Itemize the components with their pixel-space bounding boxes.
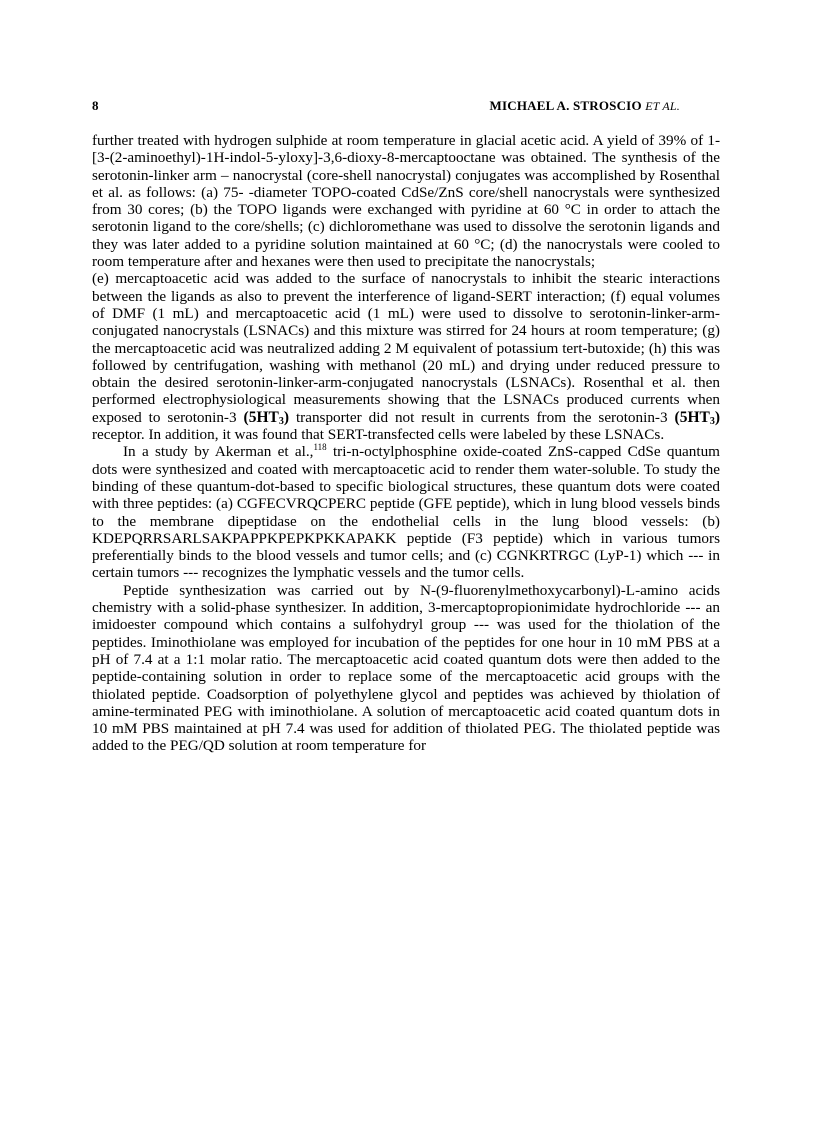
running-head-author: MICHAEL A. STROSCIO <box>489 98 642 113</box>
paragraph-4: Peptide synthesization was carried out by N-(9-fluorenylmethoxycarbonyl)-L-amino acids chemistry with a solid-phase synthesizer. In addition, 3-mercaptopropionimidate hydrochloride --- an imidoester compound which contains a sulfohydryl group --- was used for the thiolation of the peptides. Iminothiolane was employed for incubation of the peptides for one hour in 10 mM PBS at a pH of 7.4 at a 1:1 molar ratio. The mercaptoacetic acid coated quantum dots were then added to the peptide-containing solution in order to replace some of the mercaptoacetic acid groups with the thiolated peptide. Coadsorption of polyethylene glycol and peptides was achieved by thiolation of amine-terminated PEG with iminothiolane. A solution of mercaptoacetic acid coated quantum dots in 10 mM PBS maintained at pH 7.4 was used for addition of thiolated PEG. The thiolated peptide was added to the PEG/QD solution at room temperature for <box>92 581 720 755</box>
document-page <box>92 98 720 755</box>
paragraph-2-part-b: transporter did not result in currents from the serotonin-3 <box>295 408 668 426</box>
paragraph-2-part-a: (e) mercaptoacetic acid was added to the surface of nanocrystals to inhibit the stearic interactions between the ligands as also to prevent the interference of ligand-SERT interaction; (f) equal volumes of DMF (1 mL) and mercaptoacetic acid (1 mL) were used to dissolve to serotonin-linker-arm-conjugated nanocrystals (LSNACs) and this mixture was stirred for 24 hours at room temperature; (g) the mercaptoacetic acid was neutralized adding 2 M equivalent of potassium tert-butoxide; (h) this was followed by centrifugation, washing with methanol (20 mL) and drying under reduced pressure to obtain the desired serotonin-linker-arm-conjugated nanocrystals (LSNACs). Rosenthal et al. then performed electrophysiological measurements showing that the LSNACs produced currents when exposed to serotonin-3 <box>92 270 720 426</box>
5ht3-label: $(5HT_3)$ <box>243 408 290 427</box>
body-text <box>92 132 720 755</box>
page-header <box>92 98 720 116</box>
paragraph-2-part-c: receptor. In addition, it was found that SERT-transfected cells were labeled by these LSNACs. <box>92 426 665 444</box>
paragraph-2 <box>92 270 720 443</box>
5ht3-label-2-subscript: 3 <box>709 415 715 427</box>
paragraph-3-part-a: In a study by Akerman et al., <box>123 443 314 461</box>
5ht3-label-2: $(5HT_3)$ <box>674 408 721 427</box>
5ht3-label-text: 5HT <box>248 408 279 426</box>
paragraph-3 <box>92 443 720 581</box>
paragraph-1: further treated with hydrogen sulphide at room temperature in glacial acetic acid. A yield of 39% of 1-[3-(2-aminoethyl)-1H-indol-5-yloxy]-3,6-dioxy-8-mercaptooctane was obtained. The synthesis of the serotonin-linker arm – nanocrystal (core-shell nanocrystal) conjugates was accomplished by Rosenthal et al. as follows: (a) 75- -diameter TOPO-coated CdSe/ZnS core/shell nanocrystals were synthesized from 30 cores; (b) the TOPO ligands were exchanged with pyridine at 60 °C in order to attach the serotonin ligand to the core/shells; (c) dichloromethane was used to dissolve the serotonin ligands and they was later added to a pyridine solution maintained at 60 °C; (d) the nanocrystals were cooled to room temperature after and hexanes were then used to precipitate the nanocrystals; <box>92 132 720 271</box>
paragraph-3-part-b: tri-n-octylphosphine oxide-coated ZnS-capped CdSe quantum dots were synthesized and coated with mercaptoacetic acid to render them water-soluble. To study the binding of these quantum-dot-based to specific biological structures, these quantum dots were coated with three peptides: (a) CGFECVRQCPERC peptide (GFE peptide), which in lung blood vessels binds to the membrane dipeptidase on the endothelial cells in the lung blood vessels: (b) KDEPQRRSARLSAKPAPPKPEPKPKKAPAKK peptide (F3 peptide) which in various tumors preferentially binds to the blood vessels and tumor cells; and (c) CGNKRTRGC (LyP-1) which --- in certain tumors --- recognizes the lymphatic vessels and the tumor cells. <box>92 443 720 582</box>
running-head-et-al: ET AL. <box>645 99 680 113</box>
reference-superscript: 118 <box>313 442 327 453</box>
5ht3-label-subscript: 3 <box>278 415 284 427</box>
5ht3-label-2-text: 5HT <box>679 408 710 426</box>
running-head <box>490 98 681 114</box>
page-number: 8 <box>92 98 99 113</box>
